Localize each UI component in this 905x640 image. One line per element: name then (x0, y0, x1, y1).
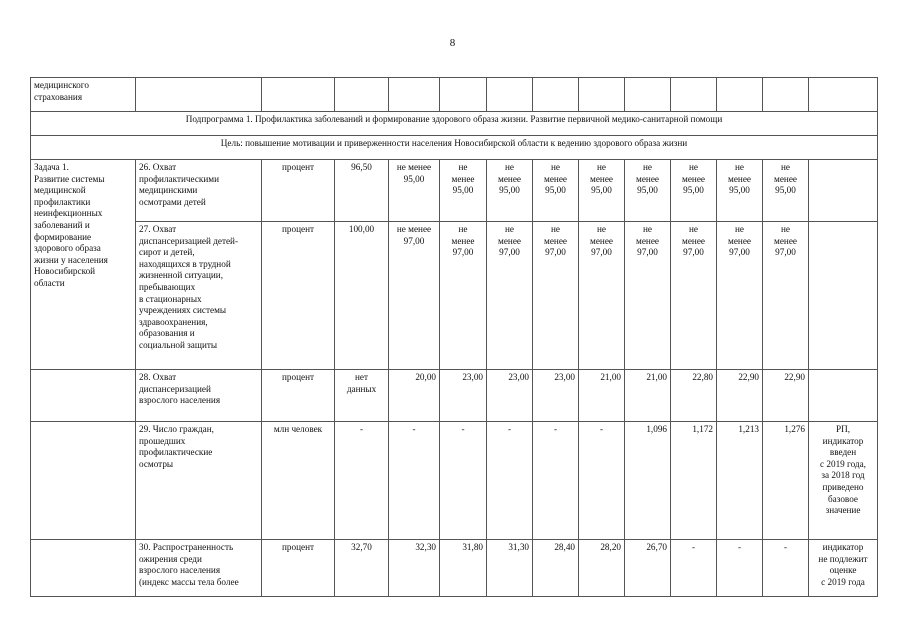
indicator-base-value: - (335, 422, 389, 540)
indicator-base-value: 100,00 (335, 222, 389, 370)
indicator-note: РП, индикатор введен с 2019 года, за 2018 год приведено базовое значение (809, 422, 878, 540)
indicator-year-value: 1,096 (625, 422, 671, 540)
table-row (31, 540, 878, 597)
indicator-unit: процент (262, 540, 335, 597)
table-row (31, 370, 878, 422)
goal-heading: Цель: повышение мотивации и приверженности населения Новосибирской области к ведению здорового образа жизни (31, 136, 878, 160)
indicator-year-value: 22,80 (671, 370, 717, 422)
indicator-base-value: 96,50 (335, 160, 389, 222)
indicator-year-value: 1,276 (763, 422, 809, 540)
indicator-year-value: 28,40 (533, 540, 579, 597)
indicator-year-value: 31,80 (440, 540, 487, 597)
indicator-year-value: не менее 97,00 (763, 222, 809, 370)
indicator-year-value: - (389, 422, 440, 540)
indicator-year-value: - (533, 422, 579, 540)
indicator-year-value: - (763, 540, 809, 597)
indicator-year-value: не менее 95,00 (671, 160, 717, 222)
indicator-year-value: не менее 97,00 (533, 222, 579, 370)
indicator-unit: млн человек (262, 422, 335, 540)
indicator-year-value: не менее 97,00 (671, 222, 717, 370)
indicator-unit: процент (262, 222, 335, 370)
indicator-year-value: 31,30 (487, 540, 533, 597)
indicators-table (30, 77, 878, 597)
task-cell-empty (31, 370, 136, 422)
indicator-year-value: - (579, 422, 625, 540)
indicator-year-value: не менее 97,00 (625, 222, 671, 370)
indicator-year-value: не менее 97,00 (487, 222, 533, 370)
indicator-year-value: не менее 95,00 (487, 160, 533, 222)
indicator-year-value: 21,00 (579, 370, 625, 422)
indicator-year-value: - (717, 540, 763, 597)
table-row (31, 160, 878, 222)
page-number: 8 (449, 37, 456, 49)
indicator-name: 27. Охват диспансеризацией детей- сирот и детей, находящихся в трудной жизненной ситуации, пребывающих в стационарных учреждениях системы здравоохранения, образования и социальной защиты (136, 222, 262, 370)
indicator-note (809, 370, 878, 422)
indicator-year-value: 1,213 (717, 422, 763, 540)
indicator-year-value: не менее 97,00 (389, 222, 440, 370)
indicator-unit: процент (262, 160, 335, 222)
indicator-note: индикатор не подлежит оценке с 2019 года (809, 540, 878, 597)
indicator-year-value: не менее 95,00 (440, 160, 487, 222)
indicator-year-value: 23,00 (487, 370, 533, 422)
indicator-year-value: не менее 97,00 (440, 222, 487, 370)
indicator-year-value: - (671, 540, 717, 597)
indicator-name: 29. Число граждан, прошедших профилактические осмотры (136, 422, 262, 540)
indicator-year-value: не менее 97,00 (717, 222, 763, 370)
indicator-base-value: 32,70 (335, 540, 389, 597)
indicator-year-value: 20,00 (389, 370, 440, 422)
indicator-year-value: 22,90 (717, 370, 763, 422)
table-row (31, 222, 878, 370)
indicator-year-value: - (440, 422, 487, 540)
indicator-year-value: не менее 95,00 (579, 160, 625, 222)
indicator-year-value: 23,00 (533, 370, 579, 422)
task-cell-empty (31, 540, 136, 597)
indicator-year-value: 32,30 (389, 540, 440, 597)
indicator-name: 30. Распространенность ожирения среди взрослого населения (индекс массы тела более (136, 540, 262, 597)
indicator-year-value: не менее 95,00 (717, 160, 763, 222)
indicator-name: 26. Охват профилактическими медицинскими осмотрами детей (136, 160, 262, 222)
task-cell-empty (31, 422, 136, 540)
indicator-year-value: 23,00 (440, 370, 487, 422)
table-row-subprogram (31, 112, 878, 136)
indicator-base-value: нет данных (335, 370, 389, 422)
indicator-note (809, 222, 878, 370)
indicator-year-value: 21,00 (625, 370, 671, 422)
indicator-year-value: 28,20 (579, 540, 625, 597)
indicator-year-value: - (487, 422, 533, 540)
top-row-text: медицинского страхования (31, 78, 136, 112)
table-row (31, 422, 878, 540)
task-cell: Задача 1. Развитие системы медицинской профилактики неинфекционных заболеваний и формирование здорового образа жизни у населения Новосибирской области (31, 160, 136, 370)
indicator-year-value: не менее 97,00 (579, 222, 625, 370)
indicator-year-value: не менее 95,00 (533, 160, 579, 222)
table-row-goal (31, 136, 878, 160)
indicator-note (809, 160, 878, 222)
indicator-year-value: не менее 95,00 (763, 160, 809, 222)
indicator-unit: процент (262, 370, 335, 422)
indicator-year-value: 1,172 (671, 422, 717, 540)
subprogram-heading: Подпрограмма 1. Профилактика заболеваний и формирование здорового образа жизни. Развитие первичной медико-санитарной помощи (31, 112, 878, 136)
table-row-top (31, 78, 878, 112)
indicator-year-value: не менее 95,00 (389, 160, 440, 222)
indicator-year-value: 26,70 (625, 540, 671, 597)
indicator-name: 28. Охват диспансеризацией взрослого населения (136, 370, 262, 422)
indicator-year-value: 22,90 (763, 370, 809, 422)
indicator-year-value: не менее 95,00 (625, 160, 671, 222)
